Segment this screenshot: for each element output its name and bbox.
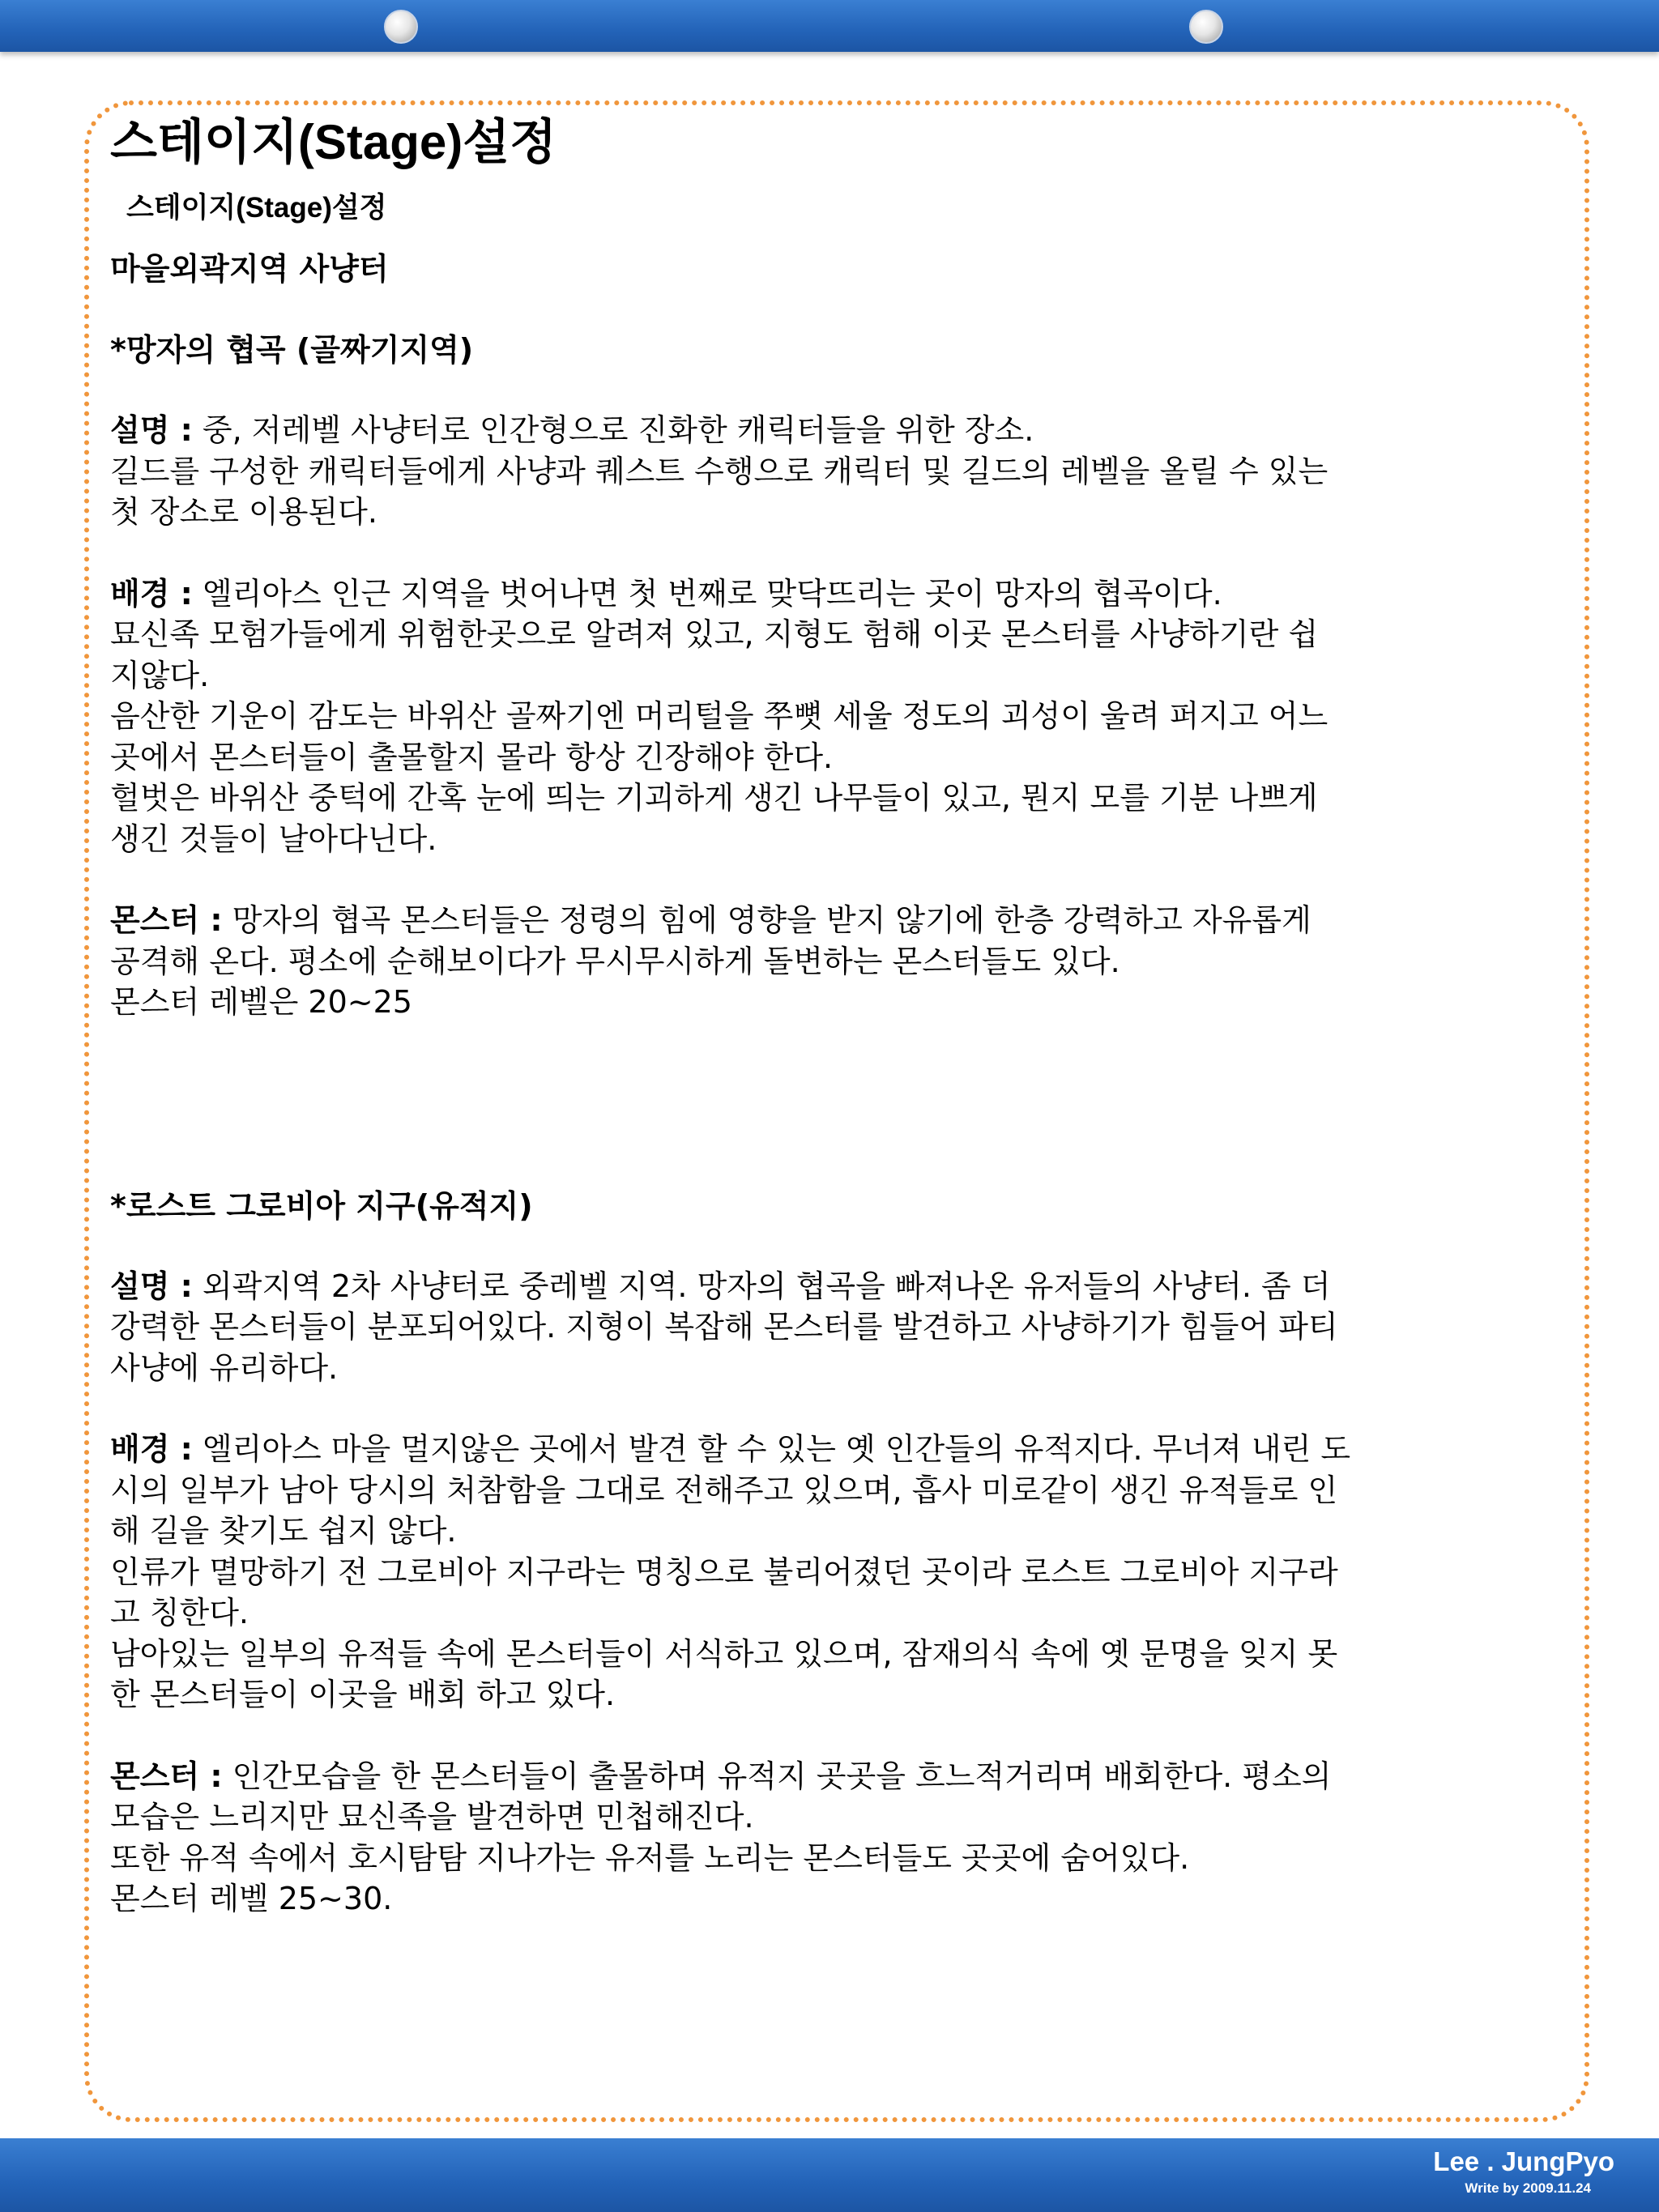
zone-description xyxy=(110,1266,1503,1389)
description-text: 외곽지역 2차 사냥터로 중레벨 지역. 망자의 협곡을 빠져나온 유저들의 사냥터. 좀 더 강력한 몬스터들이 분포되어있다. 지형이 복잡해 몬스터를 발견하고 사냥하기가 힘들어 파티 사냥에 유리하다. xyxy=(110,1268,1338,1386)
description-label: 설명 : xyxy=(110,1268,193,1304)
zone-monster xyxy=(110,900,1503,1023)
binder-hole-left xyxy=(384,10,418,44)
description-label: 설명 : xyxy=(110,412,193,448)
description-text: 중, 저레벨 사냥터로 인간형으로 진화한 캐릭터들을 위한 장소. 길드를 구성한 캐릭터들에게 사냥과 퀘스트 수행으로 캐릭터 및 길드의 레벨을 올릴 수 있는 첫 장소로 이용된다. xyxy=(110,412,1328,530)
write-date: Write by 2009.11.24 xyxy=(1465,2180,1591,2196)
footer-bar xyxy=(0,2138,1659,2212)
author-name: Lee . JungPyo xyxy=(1433,2146,1614,2176)
background-text: 엘리아스 마을 멀지않은 곳에서 발견 할 수 있는 옛 인간들의 유적지다. 무너져 내린 도 시의 일부가 남아 당시의 처참함을 그대로 전해주고 있으며, 흡사 미로같이 생긴 유적들로 인 해 길을 찾기도 쉽지 않다. 인류가 멸망하기 전 그로비아 지구라는 명칭으로 불리어졌던 곳이라 로스트 그로비아 지구라 고 칭한다. 남아있는 일부의 유적들 속에 몬스터들이 서식하고 있으며, 잠재의식 속에 옛 문명을 잊지 못 한 몬스터들이 이곳을 배회 하고 있다. xyxy=(110,1431,1351,1712)
zone-title: *로스트 그로비아 지구(유적지) xyxy=(110,1187,533,1224)
page-subtitle: 스테이지(Stage)설정 xyxy=(126,192,387,224)
zone-background xyxy=(110,1429,1503,1715)
monster-label: 몬스터 : xyxy=(110,1758,223,1794)
zone-title: *망자의 협곡 (골짜기지역) xyxy=(110,332,474,368)
binder-hole-right xyxy=(1189,10,1223,44)
document-content xyxy=(110,113,1503,1920)
monster-text: 인간모습을 한 몬스터들이 출몰하며 유적지 곳곳을 흐느적거리며 배회한다. 평소의 모습은 느리지만 묘신족을 발견하면 민첩해진다. 또한 유적 속에서 호시탐탐 지나가는 유저를 노리는 몬스터들도 곳곳에 숨어있다. 몬스터 레벨 25~30. xyxy=(110,1758,1332,1916)
monster-text: 망자의 협곡 몬스터들은 정령의 힘에 영향을 받지 않기에 한층 강력하고 자유롭게 공격해 온다. 평소에 순해보이다가 무시무시하게 돌변하는 몬스터들도 있다. 몬스터 레벨은 20~25 xyxy=(110,902,1311,1020)
background-label: 배경 : xyxy=(110,1431,193,1467)
zone-monster xyxy=(110,1756,1503,1920)
zone-description xyxy=(110,410,1503,533)
top-header-bar xyxy=(0,0,1659,52)
monster-label: 몬스터 : xyxy=(110,902,223,938)
zone-background xyxy=(110,573,1503,860)
section-title: 마을외곽지역 사냥터 xyxy=(110,251,389,287)
background-label: 배경 : xyxy=(110,575,193,612)
page-title: 스테이지(Stage)설정 xyxy=(110,115,557,169)
background-text: 엘리아스 인근 지역을 벗어나면 첫 번째로 맞닥뜨리는 곳이 망자의 협곡이다. 묘신족 모험가들에게 위험한곳으로 알려져 있고, 지형도 험해 이곳 몬스터를 사냥하기란 쉽 지않다. 음산한 기운이 감도는 바위산 골짜기엔 머리털을 쭈뼛 세울 정도의 괴성이 울려 퍼지고 어느 곳에서 몬스터들이 출몰할지 몰라 항상 긴장해야 한다. 헐벗은 바위산 중턱에 간혹 눈에 띄는 기괴하게 생긴 나무들이 있고, 뭔지 모를 기분 나쁘게 생긴 것들이 날아다닌다. xyxy=(110,575,1328,857)
